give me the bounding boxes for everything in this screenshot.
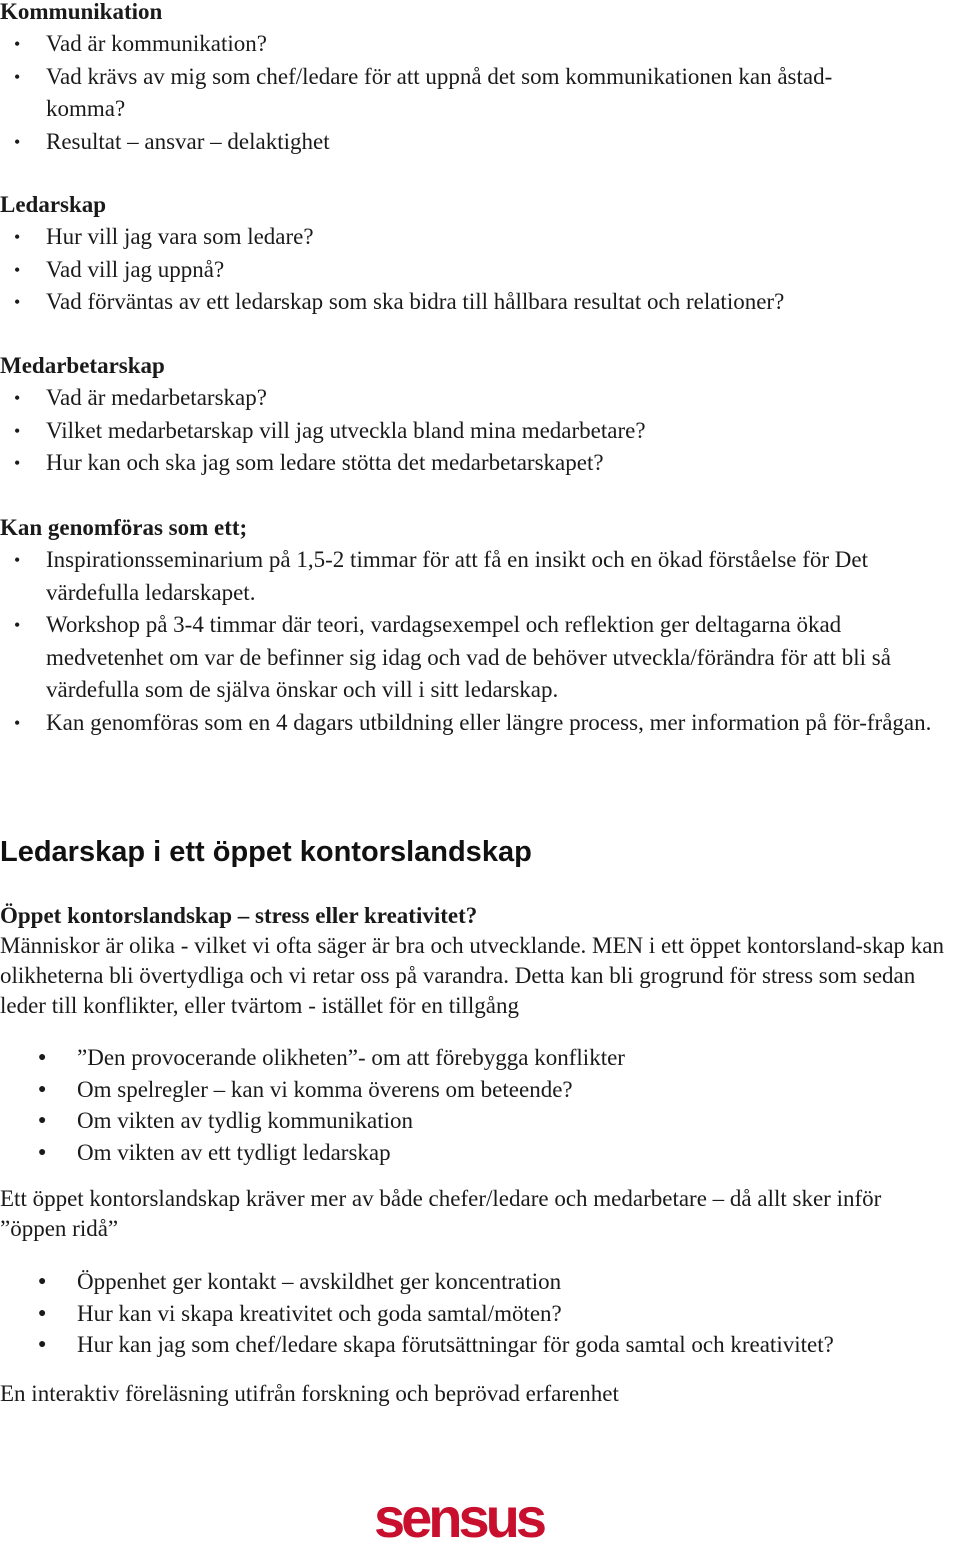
list-item: ● Öppenhet ger kontakt – avskildhet ger koncentration: [0, 1266, 960, 1298]
list-kontor-1: [0, 1042, 960, 1168]
list-item: • Kan genomföras som en 4 dagars utbildning eller längre process, mer information på för-frågan.: [0, 707, 960, 740]
heading-ledarskap: Ledarskap: [0, 192, 107, 217]
list-item: • Vilket medarbetarskap vill jag utveckla bland mina medarbetare?: [0, 415, 960, 448]
sensus-logo: [374, 1486, 589, 1549]
subheading-kontorslandskap: Öppet kontorslandskap – stress eller kreativitet?: [0, 903, 478, 928]
list-ledarskap: [0, 221, 960, 319]
list-item: • Vad vill jag uppnå?: [0, 254, 960, 287]
list-item: • Vad krävs av mig som chef/ledare för att uppnå det som kommunikationen kan åstad-komma?: [0, 61, 930, 126]
list-item: • Workshop på 3-4 timmar där teori, vardagsexempel och reflektion ger deltagarna ökad medvetenhet om var de befinner sig idag och vad de behöver utveckla/förändra för att bli så värdefulla som de själva önskar och vill i sitt ledarskap.: [0, 609, 960, 707]
heading-genomforas: Kan genomföras som ett;: [0, 515, 248, 540]
section-ledarskap: [0, 189, 960, 319]
list-item: • Inspirationsseminarium på 1,5-2 timmar för att få en insikt och en ökad förståelse för Det värdefulla ledarskapet.: [0, 544, 960, 609]
list-item: • Vad är medarbetarskap?: [0, 382, 960, 415]
list-item: ● Hur kan vi skapa kreativitet och goda samtal/möten?: [0, 1298, 960, 1330]
sensus-logo-text: sensus: [374, 1486, 543, 1549]
middle-paragraph: Ett öppet kontorslandskap kräver mer av både chefer/ledare och medarbetare – då allt sker inför ”öppen ridå”: [0, 1186, 882, 1241]
list-kontor-2: [0, 1266, 960, 1361]
list-item: • Resultat – ansvar – delaktighet: [0, 126, 930, 159]
list-kommunikation: [0, 28, 930, 158]
list-item: ● Hur kan jag som chef/ledare skapa förutsättningar för goda samtal och kreativitet?: [0, 1329, 960, 1361]
section-medarbetarskap: [0, 350, 960, 480]
list-item: • Hur vill jag vara som ledare?: [0, 221, 960, 254]
closing-paragraph: En interaktiv föreläsning utifrån forskning och beprövad erfarenhet: [0, 1380, 619, 1406]
list-item: ● Om vikten av ett tydligt ledarskap: [0, 1137, 960, 1169]
list-medarbetarskap: [0, 382, 960, 480]
list-item: ● ”Den provocerande olikheten”- om att förebygga konflikter: [0, 1042, 960, 1074]
list-item: • Vad förväntas av ett ledarskap som ska bidra till hållbara resultat och relationer?: [0, 286, 960, 319]
section-genomforas: [0, 512, 960, 739]
list-item: ● Om vikten av tydlig kommunikation: [0, 1105, 960, 1137]
page-title: Ledarskap i ett öppet kontorslandskap: [0, 836, 532, 868]
list-item: ● Om spelregler – kan vi komma överens om beteende?: [0, 1074, 960, 1106]
heading-kommunikation: Kommunikation: [0, 0, 163, 24]
section-kommunikation: [0, 0, 960, 158]
list-item: • Hur kan och ska jag som ledare stötta det medarbetarskapet?: [0, 447, 960, 480]
heading-medarbetarskap: Medarbetarskap: [0, 353, 165, 378]
intro-paragraph: Människor är olika - vilket vi ofta säger är bra och utvecklande. MEN i ett öppet kontorsland-skap kan olikheterna bli övertydliga och vi retar oss på varandra. Detta kan bli grogrund för stress som sedan leder till konflikter, eller tvärtom - istället för en tillgång: [0, 933, 944, 1018]
list-item: • Vad är kommunikation?: [0, 28, 930, 61]
list-genomforas: [0, 544, 960, 739]
section-kontorslandskap: [0, 834, 960, 1409]
